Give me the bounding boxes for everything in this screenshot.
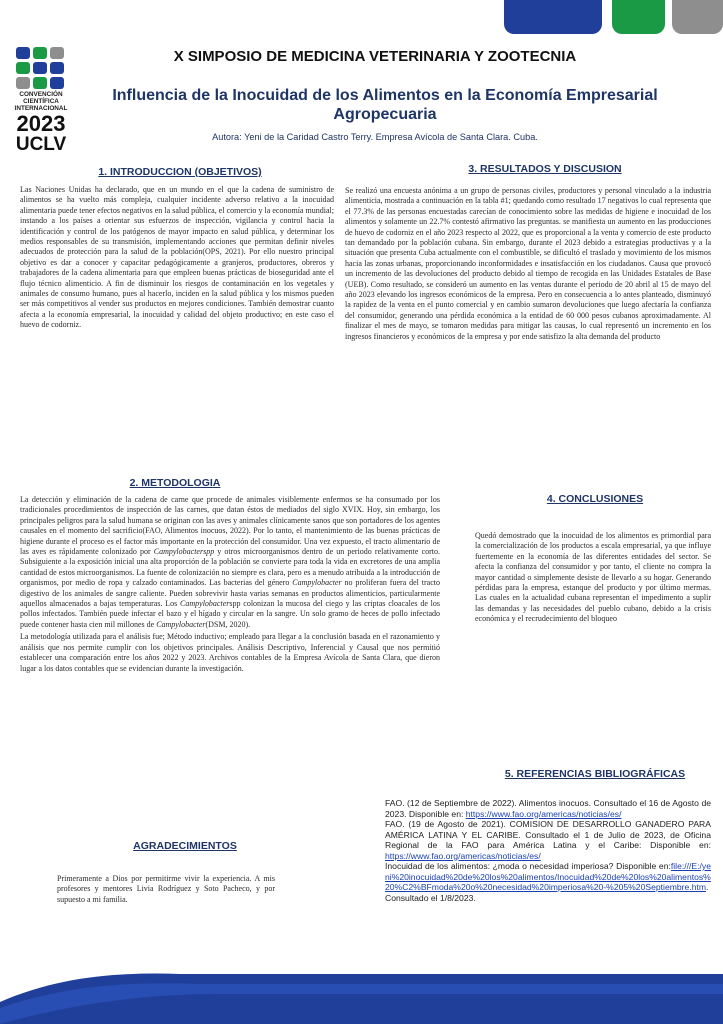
reference-item bbox=[385, 861, 711, 903]
logo-year: 2023 bbox=[16, 111, 66, 136]
reference-link[interactable]: https://www.fao.org/americas/noticias/es/ bbox=[385, 850, 541, 861]
logo-square bbox=[16, 62, 30, 74]
logo-line2: CIENTÍFICA bbox=[23, 98, 59, 105]
method-text: (DSM, 2020). bbox=[205, 619, 251, 629]
method-italic-term: Campylobacter bbox=[180, 599, 230, 609]
logo-square bbox=[33, 47, 47, 59]
logo-square bbox=[50, 62, 64, 74]
method-italic-term: Campylobacter bbox=[292, 578, 342, 588]
logo-square bbox=[33, 62, 47, 74]
reference-link[interactable]: https://www.fao.org/americas/noticias/es/ bbox=[465, 808, 622, 819]
intro-body: Las Naciones Unidas ha declarado, que en un mundo en el que la cadena de suministro de alimentos se ha vuelto más compleja, cualquier incidente adverso relativo a la inocuidad alimentaria puede tener efectos negativos en la salud pública, el comercio y la economía mundial; instando a los países a orientar sus esfuerzos de inspección, vigilancia y control hacia la identificación y control de los patógenos de mayor impacto en salud pública, y determinar los medios responsables de su transmisión, implementando acciones que permitan definir niveles adecuados de protección para la salud de la población(OPS, 2021). Por ello nuestro principal objetivo es dar a conocer y capacitar pedagógicamente a granjeros, productores, obreros y trabajadores de la cadena alimentaria para que empleen buenas prácticas de bioseguridad ante el flujo técnico alimenticio. A fin de disminuir los riesgos de contaminación en los vegetales y animales de consumo humano, pues al hacerlo, inciden en la salud pública y los mismos pueden ser más competitivos al vender sus productos en mejores condiciones. También demostrar cuanto afecta a la economía empresarial, la inocuidad y calidad del objeto productivo; en este caso el huevo de codorniz. bbox=[20, 185, 334, 330]
reference-item bbox=[385, 798, 711, 819]
intro-heading: 1. INTRODUCCION (OBJETIVOS) bbox=[98, 166, 262, 178]
method-body bbox=[20, 495, 440, 674]
references-list bbox=[385, 798, 711, 903]
method-text: y otros microorganismos dentro de un periodo relativamente corto. Subsiguiente a la exposición inicial una alta proporción de la población se convierte para toda la vida en excretores de una amplia cantidad de estos microorganismos. La fuente de colonización no siempre es clara, pero es a menudo atribuida a la introducción de organismos, por medio de ropa y calzado contaminados. Las bacterias del género bbox=[20, 547, 441, 588]
bottom-decor-wave bbox=[0, 972, 723, 1024]
top-decor-bar-blue bbox=[504, 0, 602, 34]
logo-square bbox=[50, 77, 64, 89]
method-text: La detección y eliminación de la cadena de carne que procede de animales visiblemente enfermos se ha consumado por los tradicionales procedimientos de inspección de las carnes, que datan éstos de mediados del siglo XVIX. Hoy, sin embargo, los principales peligros para la salud humana se originan con las aves y animales clínicamente sanos que son portadores de los agentes causales en el momento del sacrificio(FAO, Alimentos inocuos, 2022). Por lo tanto, el mantenimiento de las buenas prácticas de higiene durante el proceso es el factor más importante en la protección del consumidor. Una vez expuesto, el tracto alimentario de las aves es rápidamente colonizado por bbox=[20, 495, 440, 557]
results-heading: 3. RESULTADOS Y DISCUSION bbox=[468, 163, 622, 175]
method-italic-term: Campylobacterspp bbox=[153, 547, 215, 557]
logo-square bbox=[50, 47, 64, 59]
logo-line3: INTERNACIONAL bbox=[14, 105, 68, 112]
convention-logo bbox=[14, 47, 66, 157]
logo-square bbox=[33, 77, 47, 89]
reference-text: FAO. (12 de Septiembre de 2022). Alimentos inocuos. Consultado el 16 de Agosto de 2023. Disponible en: bbox=[385, 798, 711, 819]
poster-title: Influencia de la Inocuidad de los Alimentos en la Economía Empresarial Agropecuaria bbox=[112, 87, 658, 123]
method-text: spp colonizan la mucosa del ciego y las criptas cloacales de los pollos infectados. También puede infectar el bazo y el hígado y circular en la sangre. Un solo gramo de heces de pollo infectado puede contener hasta cien mil millones de bbox=[20, 599, 440, 629]
logo-caption bbox=[14, 91, 68, 112]
conclusions-heading: 4. CONCLUSIONES bbox=[546, 493, 644, 505]
top-decor-bar-gray bbox=[672, 0, 723, 34]
logo-squares bbox=[16, 47, 64, 89]
reference-link[interactable]: file:///E:/yeni%20inocuidad%20de%20los%20alimentos/Inocuidad%20de%20los%20alimentos%20%C2%BFmoda%20o%20necesidad%20imperiosa%20-%205%20Septiembre.htm bbox=[385, 861, 711, 892]
symposium-title: X SIMPOSIO DE MEDICINA VETERINARIA Y ZOOTECNIA bbox=[173, 48, 577, 65]
reference-item bbox=[385, 819, 711, 861]
logo-acronym: UCLV bbox=[15, 134, 67, 155]
method-paragraph-2: La metodología utilizada para el análisis fue; Método inductivo; empleado para llegar a la conclusión basada en el razonamiento y análisis que nos permite cumplir con los objetivos principales. Análisis Descriptivo, Inferencial y Causal que nos permitió establecer una comparación entre los años 2022 y 2023. Archivos contables de la Empresa Avícola de Santa Clara, que dieron lugar a los datos contables que se evidencian durante la investigación. bbox=[20, 632, 440, 673]
logo-line1: CONVENCIÓN bbox=[19, 91, 63, 98]
top-decor-bar-green bbox=[612, 0, 665, 34]
method-heading: 2. METODOLOGIA bbox=[129, 477, 221, 489]
reference-text: FAO. (19 de Agosto de 2021). COMISION DE DESARROLLO GANADERO PARA AMÉRICA LATINA Y EL CARIBE. Consultado el 1 de Julio de 2023, de Oficina Regional de la FAO para América Latina y el Caribe: Disponible en: bbox=[385, 819, 711, 850]
thanks-heading: AGRADECIMIENTOS bbox=[133, 840, 237, 852]
logo-square bbox=[16, 77, 30, 89]
reference-text: Inocuidad de los alimentos: ¿moda o necesidad imperiosa? Disponible en: bbox=[385, 861, 671, 871]
results-body: Se realizó una encuesta anónima a un grupo de personas civiles, productores y personal vinculado a la industria alimenticia, mostrada a continuación en la tabla #1; quedando como resultado 17 negativos lo cual representa que el 77.3% de las personas encuestadas carecían de conocimiento sobre las medidas de higiene e inocuidad de los alimentos y solamente un 22.7% contestó afirmativo las preguntas. se manifiesta un aumento en las producciones de huevo de codorniz en el año 2023 respecto al 2022, que es proporcional a la venta y comercio de este producto tan demandado por la población cubana. Sin embargo, durante el 2023 debido a estrategias productivas y a la situación que presenta Cuba actualmente con el combustible, se dificultó el traslado y movimiento de los mismos hacia las zonas urbanas, proporcionando inconformidades e insatisfacción en los ciudadanos. Causa que provocó un incremento de las devoluciones del producto debido al tiempo de recogida en las Unidades Estatales de Base (UEB). Como resultado, se consideró un aumento en las ventas durante el periodo de 20 abril al 15 de mayo del año 2023 elevando los ingresos económicos de la empresa. Pero en consecuencia a lo antes planteado, disminuyó la rapidez de la venta en el punto comercial y en cambio sumaron devoluciones que luego afectaría la confianza del consumidor, generando una pérdida económica a la entidad de 60 000 pesos cubanos aproximadamente. Al finalizar el mes de mayo, se tomaron medidas para mitigar las causas, lo cual representó un incremento en los ingresos financieros y económicos de la empresa y por ende satisfizo la alta demanda del producto bbox=[345, 186, 711, 341]
references-heading: 5. REFERENCIAS BIBLIOGRÁFICAS bbox=[504, 768, 686, 780]
author-line: Autora: Yeni de la Caridad Castro Terry. Empresa Avícola de Santa Clara. Cuba. bbox=[212, 132, 538, 142]
method-italic-term: Campylobacter bbox=[156, 619, 206, 629]
conclusions-body: Quedó demostrado que la inocuidad de los alimentos es primordial para la comercialización de los productos a escala empresarial, ya que influye fuertemente en la economía de las diferentes entidades del sector. Se afecta la confianza del consumidor y por tanto, el cliente no compra la mayor cantidad o simplemente desiste de llevarlo a su hogar. Generando pérdidas para la empresa, estanque del producto y por último mermas. Las cuales en la actualidad cubana representan el impedimento a suplir las demandas y las necesidades del pueblo cubano, debido a la crisis económica y el recrudecimiento del bloqueo bbox=[475, 531, 711, 624]
reference-text: . Consultado el 1/8/2023. bbox=[385, 882, 709, 903]
method-text: no proliferan fuera del tracto digestivo de los animales de sangre caliente. Pueden sobrevivir hasta varias semanas en productos alimenticios, particularmente aquellos almacenados a bajas temperaturas. Los bbox=[20, 578, 441, 609]
logo-square bbox=[16, 47, 30, 59]
thanks-body: Primeramente a Dios por permitirme vivir la experiencia. A mis profesores y mentores Livia Rodríguez y Soto Pacheco, y por supuesto a mi familia. bbox=[57, 874, 275, 904]
